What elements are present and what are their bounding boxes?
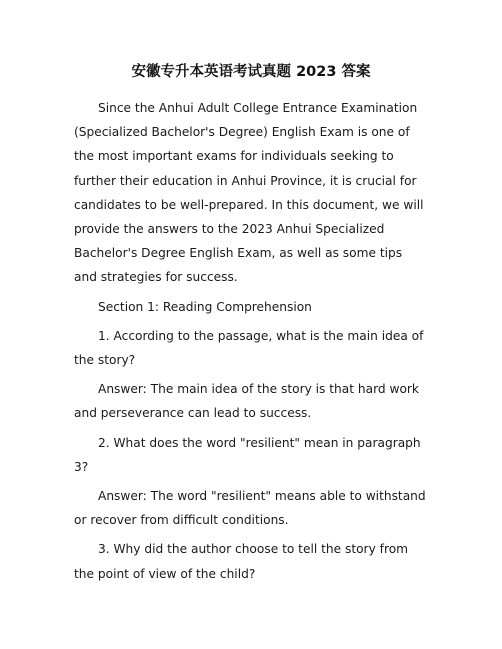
intro-paragraph: Since the Anhui Adult College Entrance Examination (Specialized Bachelor's Degree) English Exam is one of the most important exams for individuals seeking to further their education in Anhui Province, it is crucial for candidates to be well-prepared. In this document, we will provide the answers to the 2023 Anhui Specialized Bachelor's Degree English Exam, as well as some tips and strategies for success.: [74, 101, 424, 285]
question-1: 1. According to the passage, what is the main idea of the story?: [74, 328, 424, 368]
question-2: 2. What does the word "resilient" mean in paragraph 3?: [74, 435, 421, 474]
document-title: 安徽专升本英语考试真题 2023 答案: [131, 64, 371, 80]
question-3: 3. Why did the author choose to tell the story from the point of view of the child?: [74, 542, 409, 581]
answer-1: Answer: The main idea of the story is that hard work and perseverance can lead to success.: [74, 382, 419, 421]
answer-2: Answer: The word "resilient" means able to withstand or recover from difficult conditions.: [74, 489, 426, 528]
section-heading: Section 1: Reading Comprehension: [98, 299, 312, 314]
